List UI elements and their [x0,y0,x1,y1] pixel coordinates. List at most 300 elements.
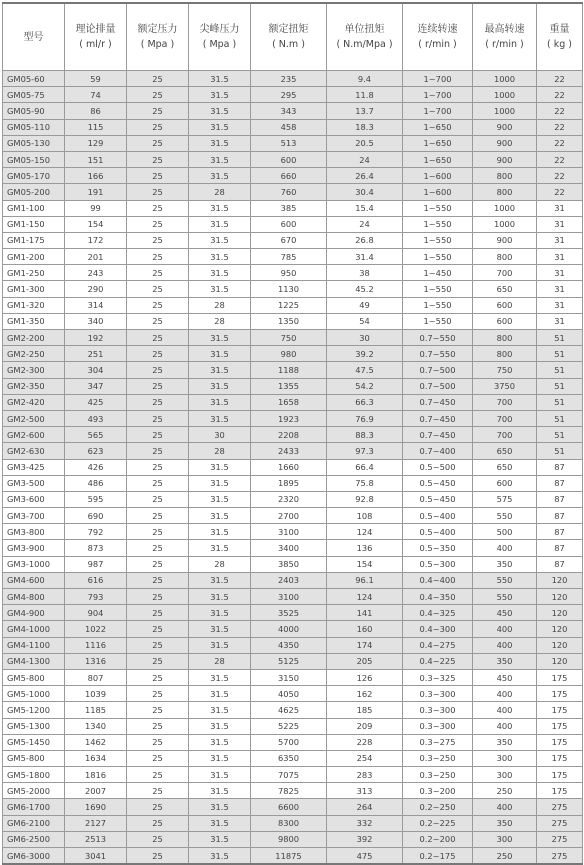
cell-model: GM1-350 [3,313,65,329]
cell-max-speed: 400 [473,540,537,556]
cell-displacement: 493 [65,410,127,426]
cell-rated-torque: 385 [251,200,327,216]
cell-continuous-speed: 0.7~450 [403,410,473,426]
cell-displacement: 99 [65,200,127,216]
cell-unit-torque: 49 [327,297,403,313]
cell-displacement: 690 [65,508,127,524]
cell-unit-torque: 30 [327,330,403,346]
cell-continuous-speed: 1~600 [403,184,473,200]
cell-continuous-speed: 1~700 [403,71,473,87]
table-row [3,443,583,459]
cell-displacement: 792 [65,524,127,540]
table-row [3,621,583,637]
cell-weight: 31 [537,297,583,313]
cell-rated-torque: 3525 [251,605,327,621]
cell-unit-torque: 30.4 [327,184,403,200]
cell-continuous-speed: 0.3~275 [403,734,473,750]
table-row [3,556,583,572]
cell-continuous-speed: 0.2~200 [403,831,473,847]
cell-max-speed: 400 [473,702,537,718]
cell-weight: 22 [537,151,583,167]
cell-unit-torque: 75.8 [327,475,403,491]
cell-unit-torque: 76.9 [327,410,403,426]
cell-rated-pressure: 25 [127,475,189,491]
table-row [3,394,583,410]
cell-rated-torque: 785 [251,249,327,265]
cell-unit-torque: 209 [327,718,403,734]
cell-rated-pressure: 25 [127,394,189,410]
cell-displacement: 616 [65,572,127,588]
cell-peak-pressure: 30 [189,427,251,443]
cell-rated-pressure: 25 [127,119,189,135]
cell-max-speed: 550 [473,572,537,588]
cell-model: GM4-600 [3,572,65,588]
cell-weight: 120 [537,621,583,637]
cell-max-speed: 3750 [473,378,537,394]
cell-peak-pressure: 31.5 [189,783,251,799]
table-row [3,831,583,847]
cell-unit-torque: 26.4 [327,168,403,184]
cell-rated-torque: 750 [251,330,327,346]
cell-rated-pressure: 25 [127,297,189,313]
cell-displacement: 1690 [65,799,127,815]
cell-rated-torque: 4625 [251,702,327,718]
cell-unit-torque: 283 [327,767,403,783]
cell-rated-pressure: 25 [127,815,189,831]
table-row [3,459,583,475]
header-rated-torque: 额定扭矩 ( N.m ) [251,3,327,71]
cell-peak-pressure: 31.5 [189,815,251,831]
table-row [3,637,583,653]
cell-rated-torque: 600 [251,151,327,167]
cell-rated-torque: 2700 [251,508,327,524]
cell-unit-torque: 39.2 [327,346,403,362]
table-row [3,669,583,685]
cell-continuous-speed: 0.4~225 [403,653,473,669]
cell-peak-pressure: 28 [189,184,251,200]
cell-max-speed: 550 [473,589,537,605]
cell-continuous-speed: 0.3~250 [403,750,473,766]
header-rated-pressure: 额定压力 ( Mpa ) [127,3,189,71]
header-displacement: 理论排量 ( ml/r ) [65,3,127,71]
cell-max-speed: 650 [473,459,537,475]
cell-peak-pressure: 28 [189,443,251,459]
cell-max-speed: 800 [473,184,537,200]
cell-unit-torque: 66.4 [327,459,403,475]
cell-model: GM3-900 [3,540,65,556]
table-row [3,87,583,103]
header-row [3,3,583,71]
cell-displacement: 987 [65,556,127,572]
cell-weight: 120 [537,605,583,621]
cell-rated-pressure: 25 [127,718,189,734]
cell-peak-pressure: 31.5 [189,589,251,605]
cell-continuous-speed: 0.4~400 [403,572,473,588]
cell-model: GM6-1700 [3,799,65,815]
cell-weight: 31 [537,265,583,281]
cell-unit-torque: 20.5 [327,135,403,151]
cell-rated-torque: 1660 [251,459,327,475]
cell-max-speed: 400 [473,621,537,637]
cell-displacement: 151 [65,151,127,167]
table-row [3,767,583,783]
cell-unit-torque: 24 [327,151,403,167]
cell-max-speed: 800 [473,168,537,184]
cell-rated-pressure: 25 [127,686,189,702]
cell-weight: 51 [537,410,583,426]
cell-displacement: 1039 [65,686,127,702]
cell-continuous-speed: 0.2~225 [403,815,473,831]
cell-max-speed: 800 [473,346,537,362]
table-row [3,572,583,588]
cell-model: GM2-600 [3,427,65,443]
cell-model: GM3-700 [3,508,65,524]
cell-weight: 87 [537,524,583,540]
cell-rated-torque: 760 [251,184,327,200]
cell-rated-torque: 11875 [251,848,327,865]
cell-continuous-speed: 0.5~350 [403,540,473,556]
cell-displacement: 565 [65,427,127,443]
table-row [3,249,583,265]
cell-model: GM6-3000 [3,848,65,865]
cell-max-speed: 800 [473,330,537,346]
cell-rated-pressure: 25 [127,410,189,426]
cell-rated-torque: 1658 [251,394,327,410]
cell-peak-pressure: 31.5 [189,200,251,216]
cell-weight: 22 [537,135,583,151]
cell-rated-torque: 235 [251,71,327,87]
cell-continuous-speed: 0.7~550 [403,330,473,346]
cell-rated-pressure: 25 [127,508,189,524]
cell-unit-torque: 154 [327,556,403,572]
cell-continuous-speed: 0.3~300 [403,702,473,718]
cell-continuous-speed: 0.5~450 [403,475,473,491]
cell-displacement: 807 [65,669,127,685]
table-row [3,475,583,491]
cell-weight: 175 [537,783,583,799]
cell-rated-torque: 4000 [251,621,327,637]
cell-continuous-speed: 1~550 [403,313,473,329]
cell-rated-torque: 7825 [251,783,327,799]
cell-peak-pressure: 31.5 [189,491,251,507]
cell-continuous-speed: 0.3~300 [403,718,473,734]
cell-model: GM05-60 [3,71,65,87]
cell-peak-pressure: 31.5 [189,410,251,426]
cell-model: GM3-1000 [3,556,65,572]
cell-displacement: 425 [65,394,127,410]
table-row [3,265,583,281]
cell-max-speed: 750 [473,362,537,378]
cell-weight: 31 [537,281,583,297]
cell-max-speed: 500 [473,524,537,540]
cell-rated-pressure: 25 [127,184,189,200]
table-row [3,200,583,216]
cell-weight: 175 [537,702,583,718]
cell-rated-pressure: 25 [127,669,189,685]
table-row [3,686,583,702]
cell-peak-pressure: 31.5 [189,734,251,750]
table-row [3,605,583,621]
cell-unit-torque: 54 [327,313,403,329]
cell-peak-pressure: 31.5 [189,702,251,718]
cell-rated-pressure: 25 [127,103,189,119]
cell-continuous-speed: 0.5~400 [403,508,473,524]
cell-peak-pressure: 31.5 [189,459,251,475]
cell-weight: 51 [537,427,583,443]
cell-peak-pressure: 31.5 [189,281,251,297]
cell-weight: 87 [537,475,583,491]
header-model: 型号 [3,3,65,71]
cell-peak-pressure: 31.5 [189,394,251,410]
cell-rated-torque: 2433 [251,443,327,459]
cell-rated-torque: 5125 [251,653,327,669]
cell-rated-pressure: 25 [127,427,189,443]
cell-rated-pressure: 25 [127,459,189,475]
cell-max-speed: 600 [473,475,537,491]
cell-model: GM3-600 [3,491,65,507]
header-unit-torque: 单位扭矩 ( N.m/Mpa ) [327,3,403,71]
cell-peak-pressure: 31.5 [189,216,251,232]
cell-rated-torque: 513 [251,135,327,151]
cell-continuous-speed: 0.4~325 [403,605,473,621]
cell-max-speed: 1000 [473,71,537,87]
cell-displacement: 2007 [65,783,127,799]
cell-model: GM1-175 [3,232,65,248]
cell-continuous-speed: 0.3~200 [403,783,473,799]
table-row [3,410,583,426]
cell-model: GM5-2000 [3,783,65,799]
cell-unit-torque: 136 [327,540,403,556]
cell-weight: 87 [537,459,583,475]
cell-rated-torque: 3850 [251,556,327,572]
cell-max-speed: 600 [473,313,537,329]
cell-continuous-speed: 1~600 [403,168,473,184]
cell-unit-torque: 92.8 [327,491,403,507]
cell-max-speed: 600 [473,297,537,313]
cell-rated-pressure: 25 [127,265,189,281]
table-body [3,71,583,865]
cell-rated-pressure: 25 [127,135,189,151]
cell-model: GM3-500 [3,475,65,491]
table-row [3,491,583,507]
cell-rated-pressure: 25 [127,313,189,329]
cell-rated-torque: 343 [251,103,327,119]
cell-model: GM05-130 [3,135,65,151]
cell-unit-torque: 47.5 [327,362,403,378]
cell-displacement: 793 [65,589,127,605]
cell-model: GM6-2100 [3,815,65,831]
cell-peak-pressure: 31.5 [189,669,251,685]
cell-displacement: 251 [65,346,127,362]
table-row [3,297,583,313]
cell-weight: 22 [537,168,583,184]
cell-weight: 31 [537,249,583,265]
table-row [3,135,583,151]
cell-continuous-speed: 1~550 [403,216,473,232]
cell-rated-torque: 5700 [251,734,327,750]
cell-max-speed: 350 [473,734,537,750]
cell-max-speed: 1000 [473,216,537,232]
cell-model: GM2-350 [3,378,65,394]
cell-continuous-speed: 1~700 [403,103,473,119]
cell-rated-torque: 6350 [251,750,327,766]
cell-model: GM05-200 [3,184,65,200]
cell-peak-pressure: 31.5 [189,637,251,653]
cell-weight: 51 [537,346,583,362]
table-row [3,281,583,297]
table-row [3,540,583,556]
cell-rated-torque: 458 [251,119,327,135]
cell-continuous-speed: 1~650 [403,119,473,135]
cell-max-speed: 800 [473,249,537,265]
cell-model: GM4-1100 [3,637,65,653]
cell-rated-pressure: 25 [127,653,189,669]
cell-weight: 275 [537,848,583,865]
cell-rated-pressure: 25 [127,232,189,248]
cell-model: GM5-1300 [3,718,65,734]
cell-rated-torque: 4050 [251,686,327,702]
cell-model: GM2-300 [3,362,65,378]
cell-displacement: 172 [65,232,127,248]
cell-rated-pressure: 25 [127,200,189,216]
cell-model: GM1-300 [3,281,65,297]
cell-displacement: 129 [65,135,127,151]
cell-weight: 51 [537,362,583,378]
cell-weight: 120 [537,637,583,653]
cell-displacement: 2127 [65,815,127,831]
cell-unit-torque: 66.3 [327,394,403,410]
cell-model: GM2-630 [3,443,65,459]
cell-unit-torque: 24 [327,216,403,232]
cell-continuous-speed: 0.7~400 [403,443,473,459]
header-continuous-speed: 连续转速 ( r/min ) [403,3,473,71]
cell-weight: 22 [537,184,583,200]
cell-unit-torque: 162 [327,686,403,702]
cell-peak-pressure: 31.5 [189,508,251,524]
cell-displacement: 191 [65,184,127,200]
cell-displacement: 201 [65,249,127,265]
cell-rated-torque: 2208 [251,427,327,443]
cell-rated-torque: 660 [251,168,327,184]
cell-peak-pressure: 31.5 [189,686,251,702]
cell-peak-pressure: 31.5 [189,168,251,184]
cell-model: GM5-800 [3,750,65,766]
cell-weight: 87 [537,556,583,572]
table-row [3,589,583,605]
cell-continuous-speed: 0.7~500 [403,362,473,378]
table-row [3,346,583,362]
cell-rated-pressure: 25 [127,216,189,232]
cell-weight: 275 [537,831,583,847]
cell-displacement: 623 [65,443,127,459]
cell-peak-pressure: 31.5 [189,346,251,362]
cell-rated-pressure: 25 [127,734,189,750]
table-row [3,799,583,815]
table-row [3,378,583,394]
cell-continuous-speed: 0.5~400 [403,524,473,540]
cell-rated-torque: 950 [251,265,327,281]
cell-unit-torque: 54.2 [327,378,403,394]
cell-model: GM1-150 [3,216,65,232]
cell-rated-pressure: 25 [127,589,189,605]
cell-unit-torque: 124 [327,524,403,540]
cell-peak-pressure: 31.5 [189,362,251,378]
cell-rated-torque: 1225 [251,297,327,313]
cell-displacement: 314 [65,297,127,313]
cell-displacement: 243 [65,265,127,281]
cell-model: GM4-1300 [3,653,65,669]
cell-displacement: 1462 [65,734,127,750]
cell-model: GM5-1000 [3,686,65,702]
cell-weight: 120 [537,589,583,605]
cell-rated-pressure: 25 [127,637,189,653]
cell-continuous-speed: 1~550 [403,281,473,297]
cell-peak-pressure: 31.5 [189,799,251,815]
cell-weight: 22 [537,103,583,119]
cell-rated-torque: 670 [251,232,327,248]
cell-unit-torque: 11.8 [327,87,403,103]
cell-model: GM05-150 [3,151,65,167]
cell-max-speed: 350 [473,653,537,669]
cell-rated-pressure: 25 [127,783,189,799]
cell-peak-pressure: 28 [189,313,251,329]
cell-continuous-speed: 0.5~450 [403,491,473,507]
cell-unit-torque: 13.7 [327,103,403,119]
cell-rated-pressure: 25 [127,330,189,346]
cell-model: GM05-90 [3,103,65,119]
cell-unit-torque: 228 [327,734,403,750]
table-row [3,427,583,443]
cell-rated-torque: 1188 [251,362,327,378]
cell-continuous-speed: 1~650 [403,151,473,167]
table-row [3,151,583,167]
cell-peak-pressure: 28 [189,556,251,572]
table-row [3,184,583,200]
cell-weight: 31 [537,200,583,216]
cell-displacement: 347 [65,378,127,394]
cell-weight: 87 [537,540,583,556]
cell-displacement: 486 [65,475,127,491]
cell-peak-pressure: 31.5 [189,119,251,135]
cell-max-speed: 250 [473,783,537,799]
table-row [3,750,583,766]
cell-peak-pressure: 28 [189,297,251,313]
cell-unit-torque: 108 [327,508,403,524]
cell-unit-torque: 332 [327,815,403,831]
table-row [3,232,583,248]
cell-rated-pressure: 25 [127,702,189,718]
cell-weight: 31 [537,313,583,329]
cell-max-speed: 400 [473,799,537,815]
header-max-speed: 最高转速 ( r/min ) [473,3,537,71]
cell-peak-pressure: 31.5 [189,103,251,119]
cell-continuous-speed: 0.3~300 [403,686,473,702]
cell-displacement: 192 [65,330,127,346]
cell-displacement: 290 [65,281,127,297]
cell-peak-pressure: 31.5 [189,265,251,281]
cell-model: GM5-800 [3,669,65,685]
cell-rated-pressure: 25 [127,605,189,621]
cell-rated-pressure: 25 [127,750,189,766]
cell-rated-pressure: 25 [127,491,189,507]
cell-weight: 87 [537,491,583,507]
cell-continuous-speed: 1~550 [403,200,473,216]
cell-weight: 175 [537,718,583,734]
cell-unit-torque: 392 [327,831,403,847]
cell-continuous-speed: 0.3~250 [403,767,473,783]
cell-rated-torque: 1350 [251,313,327,329]
cell-weight: 22 [537,71,583,87]
